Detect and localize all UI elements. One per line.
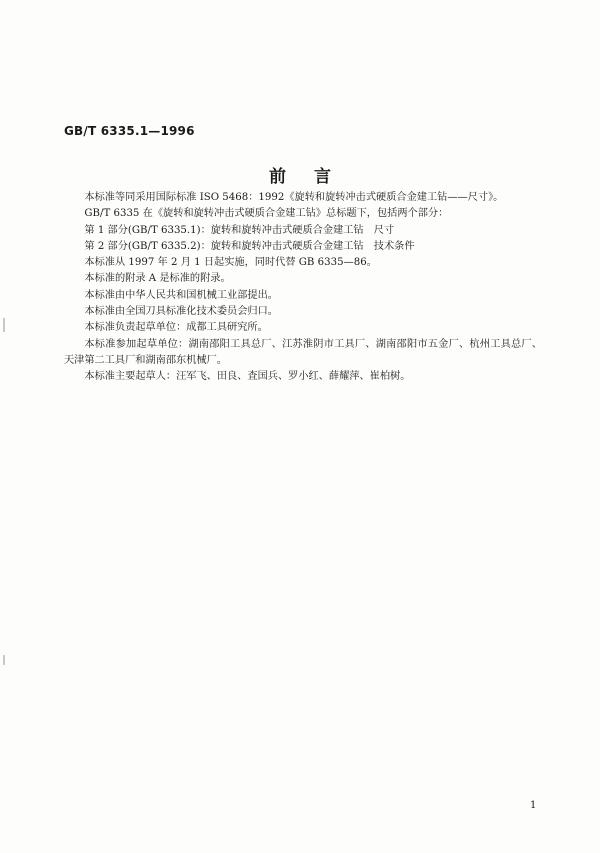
standard-code: GB/T 6335.1—1996 (64, 124, 195, 138)
scan-mark-left-1 (3, 318, 5, 332)
paragraph: 本标准由中华人民共和国机械工业部提出。 (84, 289, 278, 301)
paragraph: 本标准负责起草单位：成都工具研究所。 (84, 322, 268, 334)
paragraph: 本标准等同采用国际标准 ISO 5468：1992《旋转和旋转冲击式硬质合金建工钻——尺寸》。 (84, 192, 504, 203)
scan-mark-left-2 (3, 655, 5, 665)
paragraph: 第 2 部分(GB/T 6335.2)：旋转和旋转冲击式硬质合金建工钻 技术条件 (84, 240, 415, 252)
page-number: 1 (530, 800, 537, 811)
paragraph: 本标准由全国刀具标准化技术委员会归口。 (84, 306, 278, 318)
paragraph: 本标准从 1997 年 2 月 1 日起实施，同时代替 GB 6335—86。 (84, 257, 377, 269)
document-body (64, 190, 542, 386)
paragraph: GB/T 6335 在《旋转和旋转冲击式硬质合金建工钻》总标题下，包括两个部分： (84, 208, 449, 220)
paragraph: 本标准参加起草单位：湖南邵阳工具总厂、江苏淮阴市工具厂、湖南邵阳市五金厂、杭州工具总厂、天津第二工具厂和湖南邵东机械厂。 (64, 338, 542, 366)
paragraph: 本标准的附录 A 是标准的附录。 (84, 273, 231, 285)
paragraph: 本标准主要起草人：汪军飞、田良、査国兵、罗小红、薛耀萍、崔柏树。 (84, 371, 411, 383)
page-title: 前言 (269, 167, 359, 187)
paragraph: 第 1 部分(GB/T 6335.1)：旋转和旋转冲击式硬质合金建工钻 尺寸 (84, 224, 395, 236)
